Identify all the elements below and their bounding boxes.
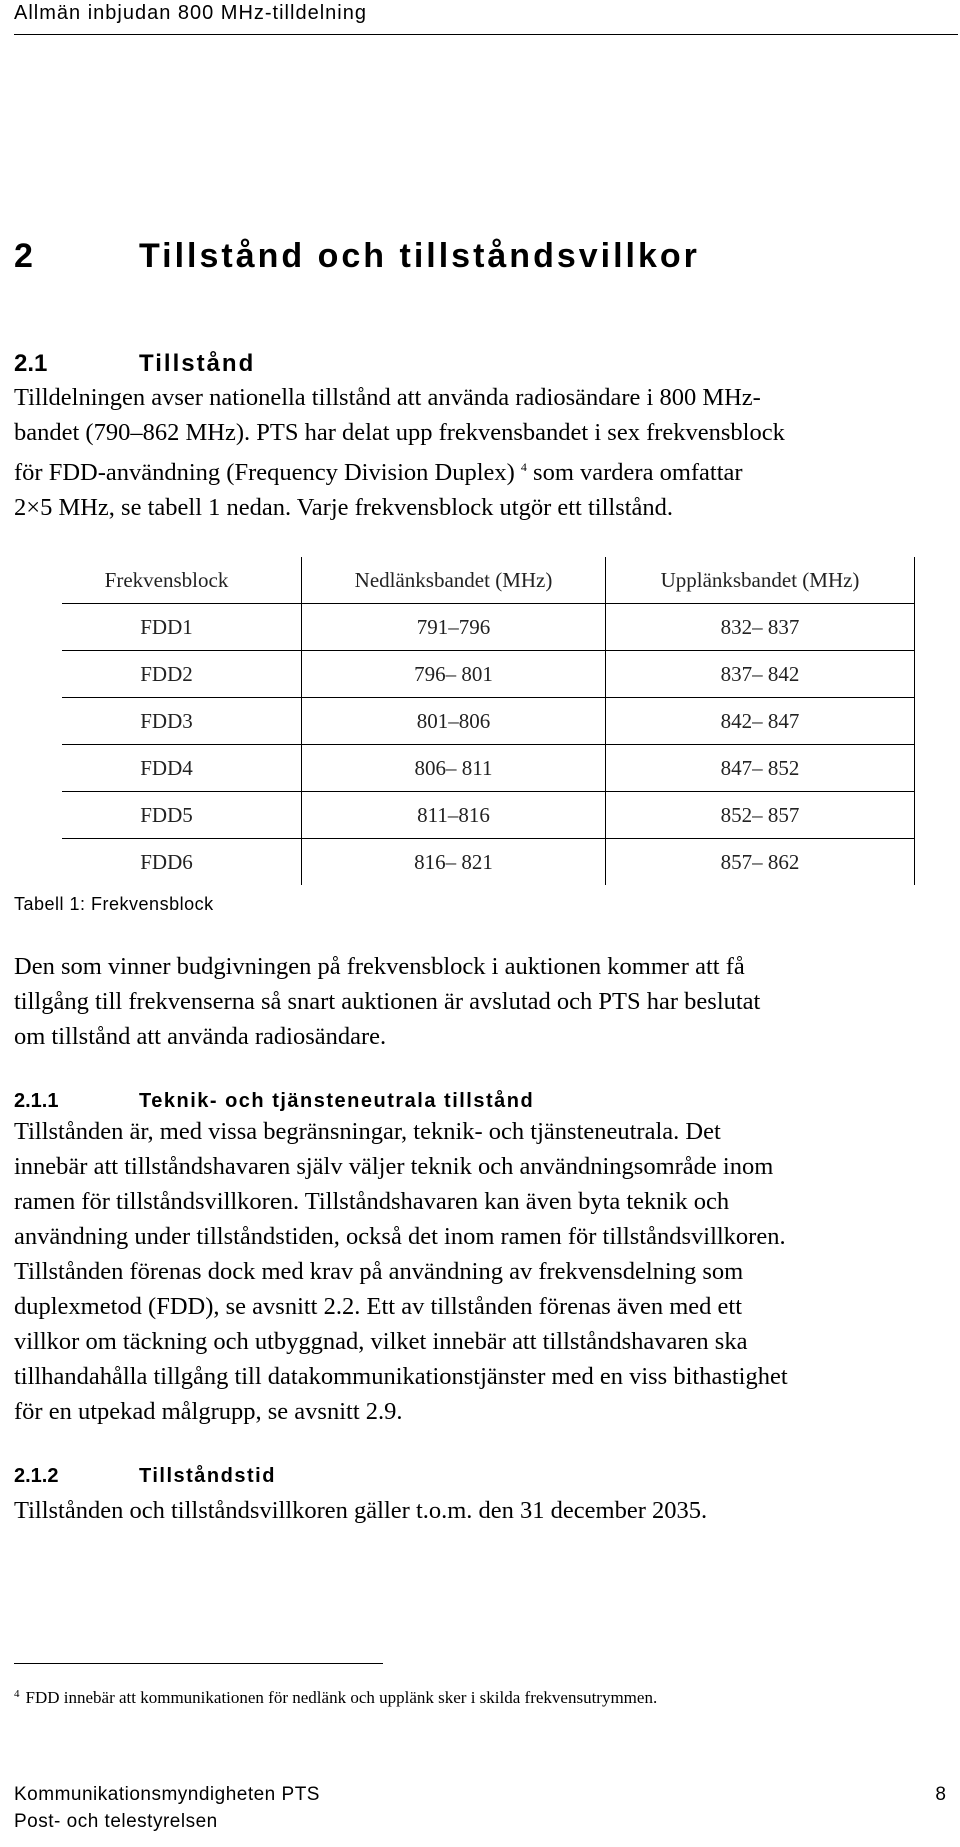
cell-block: FDD5 (62, 792, 302, 839)
footnote-text: FDD innebär att kommunikationen för nedlänk och upplänk sker i skilda frekvensutrymmen. (25, 1688, 658, 1707)
intro-text-end: som vardera omfattar 2×5 MHz, se tabell 1 nedan. Varje frekvensblock utgör ett tillstånd. (14, 459, 743, 521)
cell-downlink: 806– 811 (302, 745, 606, 792)
cell-block: FDD6 (62, 839, 302, 886)
footer-organization: Kommunikationsmyndigheten PTS (14, 1784, 320, 1805)
column-header-downlink: Nedlänksbandet (MHz) (302, 557, 606, 604)
body-paragraph-period: Tillstånden och tillståndsvillkoren gäller t.o.m. den 31 december 2035. (14, 1497, 708, 1524)
table-header-row (62, 557, 915, 604)
subsubsection-title: Tillståndstid (139, 1465, 276, 1487)
subsubsection-title: Teknik- och tjänsteneutrala tillstånd (139, 1090, 535, 1112)
column-header-uplink: Upplänksbandet (MHz) (606, 557, 915, 604)
intro-text-start: Tilldelningen avser nationella tillstånd att använda radiosändare i 800 MHz- bandet (790–862 MHz). PTS har delat upp frekvensbandet i sex frekvensblock för FDD-användning (Frequency Division Duplex) (14, 384, 785, 486)
subsection-number: 2.1 (14, 350, 48, 377)
footer-organization-subtitle: Post- och telestyrelsen (14, 1811, 218, 1832)
page-number: 8 (935, 1784, 946, 1805)
subsubsection-number: 2.1.1 (14, 1090, 59, 1112)
body-paragraph-neutral: Tillstånden är, med vissa begränsningar, teknik- och tjänsteneutrala. Det innebär att tillståndshavaren själv väljer teknik och användningsområde inom ramen för tillståndsvillkoren. Tillståndshavaren kan även byta teknik och användning under tillståndstiden, också det inom ramen för tillståndsvillkoren. Tillstånden förenas dock med krav på användning av frekvensdelning som duplexmetod (FDD), se avsnitt 2.2. Ett av tillstånden förenas även med ett villkor om täckning och utbyggnad, vilket innebär att tillståndshavaren ska tillhandahålla tillgång till datakommunikationstjänster med en viss bithastighet för en utpekad målgrupp, se avsnitt 2.9. (14, 1118, 788, 1425)
table-row (62, 839, 915, 886)
cell-block: FDD4 (62, 745, 302, 792)
column-header-block: Frekvensblock (62, 557, 302, 604)
cell-block: FDD2 (62, 651, 302, 698)
footnote (14, 1682, 657, 1710)
cell-uplink: 847– 852 (606, 745, 915, 792)
cell-downlink: 811–816 (302, 792, 606, 839)
cell-uplink: 837– 842 (606, 651, 915, 698)
frequency-block-table (62, 557, 915, 885)
table-row (62, 604, 915, 651)
cell-block: FDD3 (62, 698, 302, 745)
subsection-title: Tillstånd (139, 350, 256, 377)
table-caption: Tabell 1: Frekvensblock (14, 894, 214, 914)
section-title: Tillstånd och tillståndsvillkor (139, 237, 700, 275)
cell-downlink: 801–806 (302, 698, 606, 745)
table-row (62, 651, 915, 698)
table-row (62, 698, 915, 745)
footnote-divider (14, 1663, 383, 1664)
table-row (62, 792, 915, 839)
section-number: 2 (14, 237, 33, 275)
footnote-mark: 4 (14, 1688, 20, 1700)
running-header: Allmän inbjudan 800 MHz-tilldelning (14, 2, 367, 24)
cell-uplink: 832– 837 (606, 604, 915, 651)
footnote-reference[interactable]: 4 (520, 460, 527, 474)
cell-block: FDD1 (62, 604, 302, 651)
cell-uplink: 852– 857 (606, 792, 915, 839)
intro-paragraph (14, 380, 934, 525)
cell-uplink: 857– 862 (606, 839, 915, 886)
cell-uplink: 842– 847 (606, 698, 915, 745)
subsubsection-number: 2.1.2 (14, 1465, 59, 1487)
table-row (62, 745, 915, 792)
cell-downlink: 791–796 (302, 604, 606, 651)
cell-downlink: 816– 821 (302, 839, 606, 886)
header-divider (14, 34, 958, 35)
cell-downlink: 796– 801 (302, 651, 606, 698)
body-paragraph-winner: Den som vinner budgivningen på frekvensblock i auktionen kommer att få tillgång till frekvenserna så snart auktionen är avslutad och PTS har beslutat om tillstånd att använda radiosändare. (14, 953, 761, 1050)
